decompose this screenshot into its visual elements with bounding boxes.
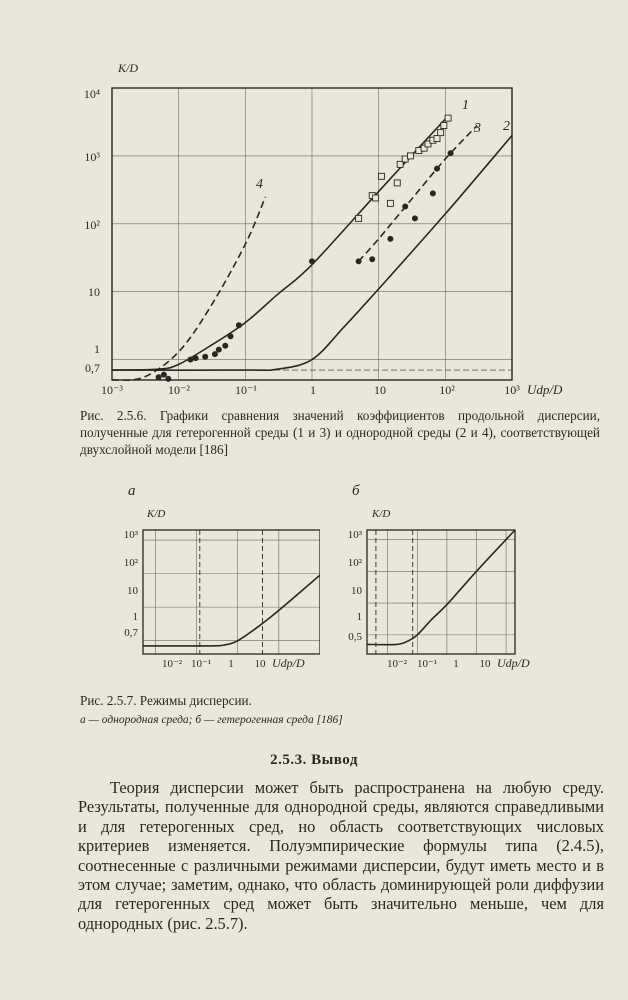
x-tick-label: 10² (439, 383, 455, 397)
data-point-open (407, 153, 413, 159)
data-point-open (387, 200, 393, 206)
curve-label-1: 1 (462, 98, 469, 113)
series-line-однородная-среда (143, 575, 320, 646)
chart-gridlines (367, 530, 515, 654)
data-point-filled (448, 150, 454, 156)
x-tick-label: 10 (479, 658, 491, 670)
data-point-filled (187, 357, 193, 363)
data-point-filled (434, 166, 440, 172)
y-tick-label: 10 (88, 285, 100, 299)
chart-gridlines (143, 530, 320, 654)
x-tick-label: 10⁻¹ (416, 658, 438, 670)
series-line-4 (112, 197, 265, 380)
chart-frame (143, 530, 320, 654)
data-point-filled (202, 354, 208, 360)
x-tick-label: 10⁻² (386, 658, 408, 670)
x-tick-label: 10⁻² (161, 658, 183, 670)
y-tick-label: 10³ (123, 529, 138, 541)
figure-2-5-6 (0, 0, 628, 405)
data-point-filled (402, 203, 408, 209)
paragraph-text: Теория дисперсии может быть распространена на любую среду. Результаты, полученные для однородной среды, являются справедливыми и для гетерогенных сред, но область соответствующих числовых критериев изменяется. Полуэмпирические формулы типа (2.4.5), соотнесенные с различными режимами дисперсии, будут иметь место и в этом случае; заметим, однако, что область доминирующей роли диффузии для гетерогенных сред может быть значительно меньше, чем для однородных (рис. 2.5.7). (78, 778, 604, 933)
series-line-1 (112, 119, 445, 370)
data-point-open (441, 123, 447, 129)
data-point-filled (165, 376, 171, 382)
figure-subcaption: а — однородная среда; б — гетерогенная среда [186] (80, 714, 343, 726)
y-tick-label: 10³ (84, 150, 100, 164)
y-tick-label: 10 (127, 585, 138, 597)
data-point-open (356, 215, 362, 221)
x-tick-label: 1 (228, 658, 234, 670)
panel-label: б (352, 483, 360, 499)
data-point-filled (228, 333, 234, 339)
curve-label-3: 3 (474, 121, 481, 136)
y-axis-label: K/D (372, 508, 391, 520)
x-tick-label: 10³ (504, 383, 520, 397)
chart-gridlines (112, 88, 512, 380)
x-tick-label: 10⁻¹ (235, 383, 257, 397)
data-point-open (378, 173, 384, 179)
x-axis-label: Udp/D (497, 656, 530, 670)
chart-marks (143, 530, 320, 654)
data-point-open (438, 130, 444, 136)
y-tick-label: 10² (84, 218, 100, 232)
x-tick-label: 1 (453, 658, 459, 670)
y-tick-label: 0,7 (124, 627, 138, 639)
data-point-filled (161, 372, 167, 378)
data-point-filled (369, 256, 375, 262)
y-tick-label: 10 (351, 585, 362, 597)
figure-caption: Рис. 2.5.6. Графики сравнения значений коэффициентов продольной дисперсии, полученные для гетерогенной среды (1 и 3) и однородной среды (2 и 4), соответствующей двухслойной модели [186] (80, 408, 600, 457)
y-tick-label: 0,7 (85, 361, 100, 375)
data-point-filled (387, 236, 393, 242)
body-paragraph (78, 778, 604, 933)
y-tick-label: 1 (94, 342, 100, 356)
panel-label: а (128, 483, 136, 499)
x-tick-label: 1 (310, 383, 316, 397)
figure-2-5-7a (0, 480, 320, 685)
x-tick-label: 10⁻² (168, 383, 190, 397)
section-heading: 2.5.3. Вывод (270, 752, 358, 768)
data-point-open (434, 136, 440, 142)
curve-label-4: 4 (256, 177, 263, 192)
y-tick-label: 10³ (347, 529, 362, 541)
y-tick-label: 0,5 (348, 631, 362, 643)
y-tick-label: 1 (356, 611, 362, 623)
curve-label-2: 2 (503, 119, 510, 134)
data-point-filled (156, 374, 162, 380)
x-tick-label: 10⁻³ (101, 383, 123, 397)
series-line-гетерогенная-среда (367, 530, 515, 645)
x-axis-label: Udp/D (272, 656, 305, 670)
y-axis-label: K/D (147, 508, 166, 520)
figure-caption-2: Рис. 2.5.7. Режимы дисперсии. (80, 693, 252, 708)
data-point-filled (356, 258, 362, 264)
y-tick-label: 1 (132, 611, 138, 623)
data-point-open (373, 195, 379, 201)
y-tick-label: 10⁴ (83, 87, 100, 101)
data-point-filled (212, 351, 218, 357)
x-tick-label: 10 (254, 658, 266, 670)
y-axis-label: K/D (118, 61, 139, 75)
x-axis-label: Udp/D (527, 382, 563, 397)
data-point-filled (236, 322, 242, 328)
data-point-filled (193, 355, 199, 361)
data-point-open (445, 115, 451, 121)
chart-marks (367, 530, 515, 654)
x-tick-label: 10⁻¹ (190, 658, 212, 670)
data-point-filled (309, 258, 315, 264)
chart-frame (367, 530, 515, 654)
y-tick-label: 10² (347, 557, 362, 569)
data-point-open (394, 180, 400, 186)
x-tick-label: 10 (374, 383, 386, 397)
data-point-filled (222, 343, 228, 349)
data-point-filled (216, 347, 222, 353)
figure-2-5-7b (320, 480, 628, 685)
data-point-filled (412, 215, 418, 221)
y-tick-label: 10² (123, 557, 138, 569)
data-point-filled (430, 190, 436, 196)
